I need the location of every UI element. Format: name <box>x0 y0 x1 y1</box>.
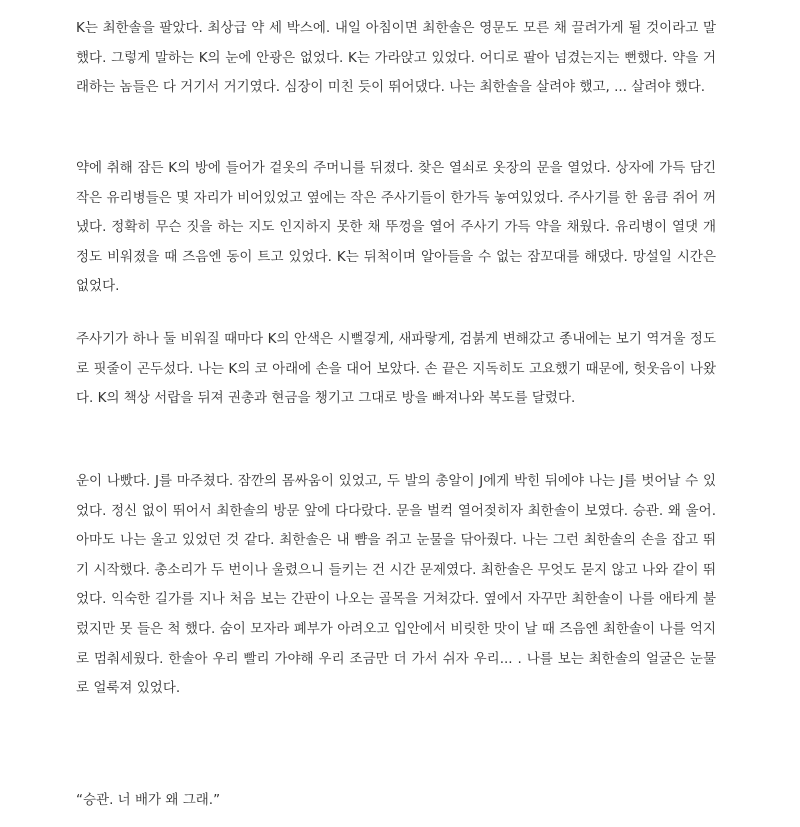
dialogue-line: “승관. 너 배가 왜 그래.” <box>76 792 221 808</box>
paragraph-3: 주사기가 하나 둘 비워질 때마다 K의 안색은 시뻘겋게, 새파랗게, 검붉게 변해갔고 종내에는 보기 역겨울 정도로 핏줄이 곤두섰다. 나는 K의 코 아래에 손을 대어 보았다. 손 끝은 지독히도 고요했기 때문에, 헛웃음이 나왔다. K의 책상 서랍을 뒤져 권총과 현금을 챙기고 그대로 방을 빠져나와 복도를 달렸다. <box>76 331 716 407</box>
paragraph-2: 약에 취해 잠든 K의 방에 들어가 겉옷의 주머니를 뒤졌다. 찾은 열쇠로 옷장의 문을 열었다. 상자에 가득 담긴 작은 유리병들은 몇 자리가 비어있었고 옆에는 작은 주사기들이 한가득 놓여있었다. 주사기를 한 움큼 쥐어 꺼냈다. 정확히 무슨 짓을 하는 지도 인지하지 못한 채 뚜껑을 열어 주사기 가득 약을 채웠다. 유리병이 열댓 개 정도 비워졌을 때 즈음엔 동이 트고 있었다. K는 뒤척이며 알아들을 수 없는 잠꼬대를 해댔다. 망설일 시간은 없었다. <box>76 160 716 295</box>
paragraph-4: 운이 나빴다. J를 마주쳤다. 잠깐의 몸싸움이 있었고, 두 발의 총알이 J에게 박힌 뒤에야 나는 J를 벗어날 수 있었다. 정신 없이 뛰어서 최한솔의 방문 앞에 다다랐다. 문을 벌컥 열어젖히자 최한솔이 보였다. 승관. 왜 울어. 아마도 나는 울고 있었던 것 같다. 최한솔은 내 뺨을 쥐고 눈물을 닦아줬다. 나는 그런 최한솔의 손을 잡고 뛰기 시작했다. 총소리가 두 번이나 울렸으니 들키는 건 시간 문제였다. 최한솔은 무엇도 묻지 않고 나와 같이 뛰었다. 익숙한 길가를 지나 처음 보는 간판이 나오는 골목을 거쳐갔다. 옆에서 자꾸만 최한솔이 나를 애타게 불렀지만 못 들은 척 했다. 숨이 모자라 폐부가 아려오고 입안에서 비릿한 맛이 날 때 즈음엔 최한솔이 나를 억지로 멈춰세웠다. 한솔아 우리 빨리 가야해 우리 조금만 더 가서 쉬자 우리... . 나를 보는 최한솔의 얼굴은 눈물로 얼룩져 있었다. <box>76 473 716 697</box>
paragraph-1: K는 최한솔을 팔았다. 최상급 약 세 박스에. 내일 아침이면 최한솔은 영문도 모른 채 끌려가게 될 것이라고 말했다. 그렇게 말하는 K의 눈에 안광은 없었다. K는 가라앉고 있었다. 어디로 팔아 넘겼는지는 뻔했다. 약을 거래하는 놈들은 다 거기서 거기였다. 심장이 미친 듯이 뛰어댔다. 나는 최한솔을 살려야 했고, ... 살려야 했다. <box>76 20 716 96</box>
